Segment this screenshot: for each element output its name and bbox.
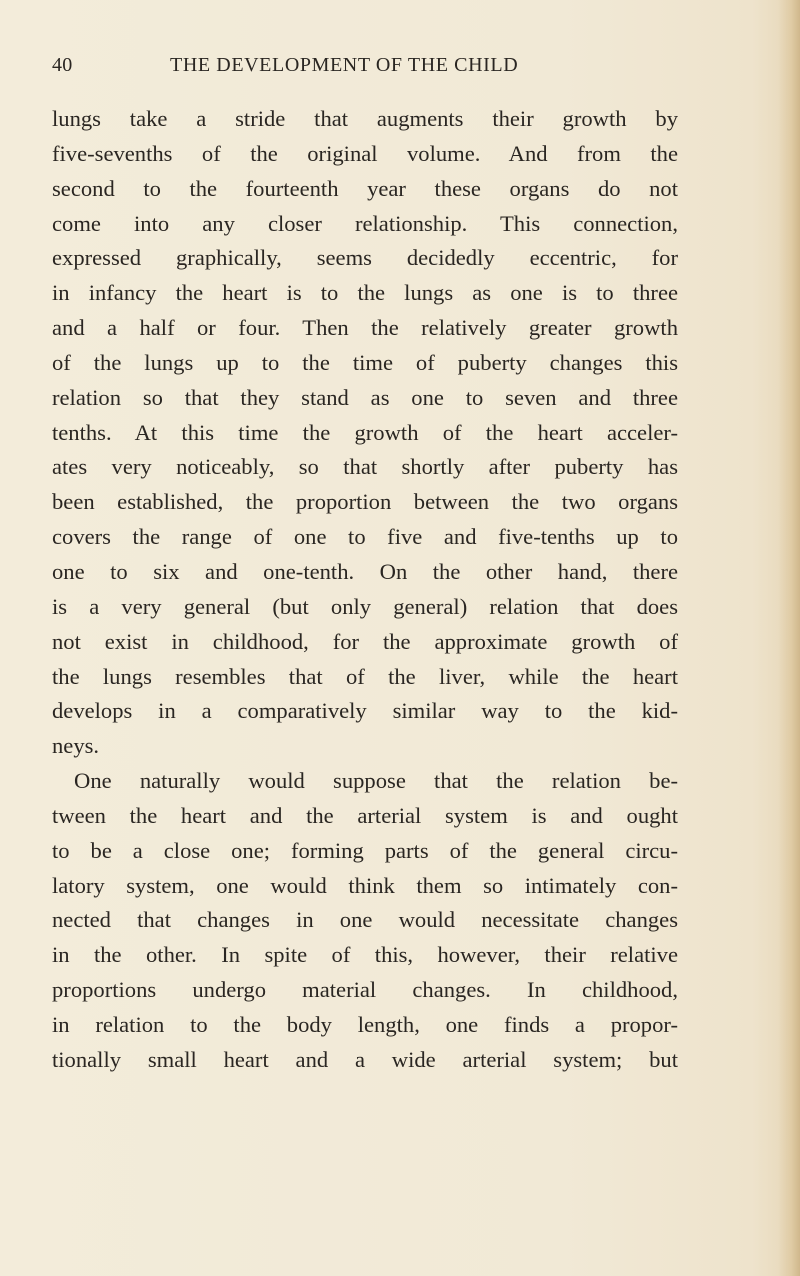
text-line: not exist in childhood, for the approximate growth of — [52, 628, 678, 654]
body-text — [52, 102, 678, 1078]
text-line: of the lungs up to the time of puberty changes this — [52, 349, 678, 375]
text-line: one to six and one-tenth. On the other hand, there — [52, 558, 678, 584]
text-line: been established, the proportion between the two organs — [52, 489, 678, 515]
text-line: covers the range of one to five and five-tenths up to — [52, 524, 678, 550]
text-line: in infancy the heart is to the lungs as one is to three — [52, 280, 678, 306]
text-line: in the other. In spite of this, however, their relative — [52, 942, 678, 968]
running-head — [52, 54, 678, 84]
text-line: come into any closer relationship. This connection, — [52, 210, 678, 236]
text-line: to be a close one; forming parts of the general circu- — [52, 837, 678, 863]
text-line: in relation to the body length, one finds a propor- — [52, 1011, 678, 1037]
text-line: lungs take a stride that augments their growth by — [52, 106, 678, 131]
running-head-title: THE DEVELOPMENT OF THE CHILD — [170, 54, 519, 76]
paragraph-start-line: One naturally would suppose that the relation be- — [74, 768, 678, 794]
text-line: the lungs resembles that of the liver, while the heart — [52, 663, 678, 689]
text-line: relation so that they stand as one to seven and three — [52, 384, 678, 410]
text-line: second to the fourteenth year these organs do not — [52, 175, 678, 201]
text-line: is a very general (but only general) relation that does — [52, 593, 678, 619]
text-line: tenths. At this time the growth of the heart acceler- — [52, 419, 678, 445]
text-line: proportions undergo material changes. In childhood, — [52, 977, 678, 1003]
text-line: tionally small heart and a wide arterial system; but — [52, 1046, 678, 1072]
text-line: develops in a comparatively similar way to the kid- — [52, 698, 678, 724]
page-number: 40 — [52, 54, 73, 76]
text-line: and a half or four. Then the relatively greater growth — [52, 315, 678, 341]
text-line: five-sevenths of the original volume. And from the — [52, 140, 678, 166]
text-line: nected that changes in one would necessitate changes — [52, 907, 678, 933]
text-line: tween the heart and the arterial system is and ought — [52, 802, 678, 828]
text-line: expressed graphically, seems decidedly eccentric, for — [52, 245, 678, 271]
page-edge-shadow — [778, 0, 800, 1276]
text-line: ates very noticeably, so that shortly after puberty has — [52, 454, 678, 480]
paragraph-end-line: neys. — [52, 733, 100, 759]
text-line: latory system, one would think them so intimately con- — [52, 872, 678, 898]
